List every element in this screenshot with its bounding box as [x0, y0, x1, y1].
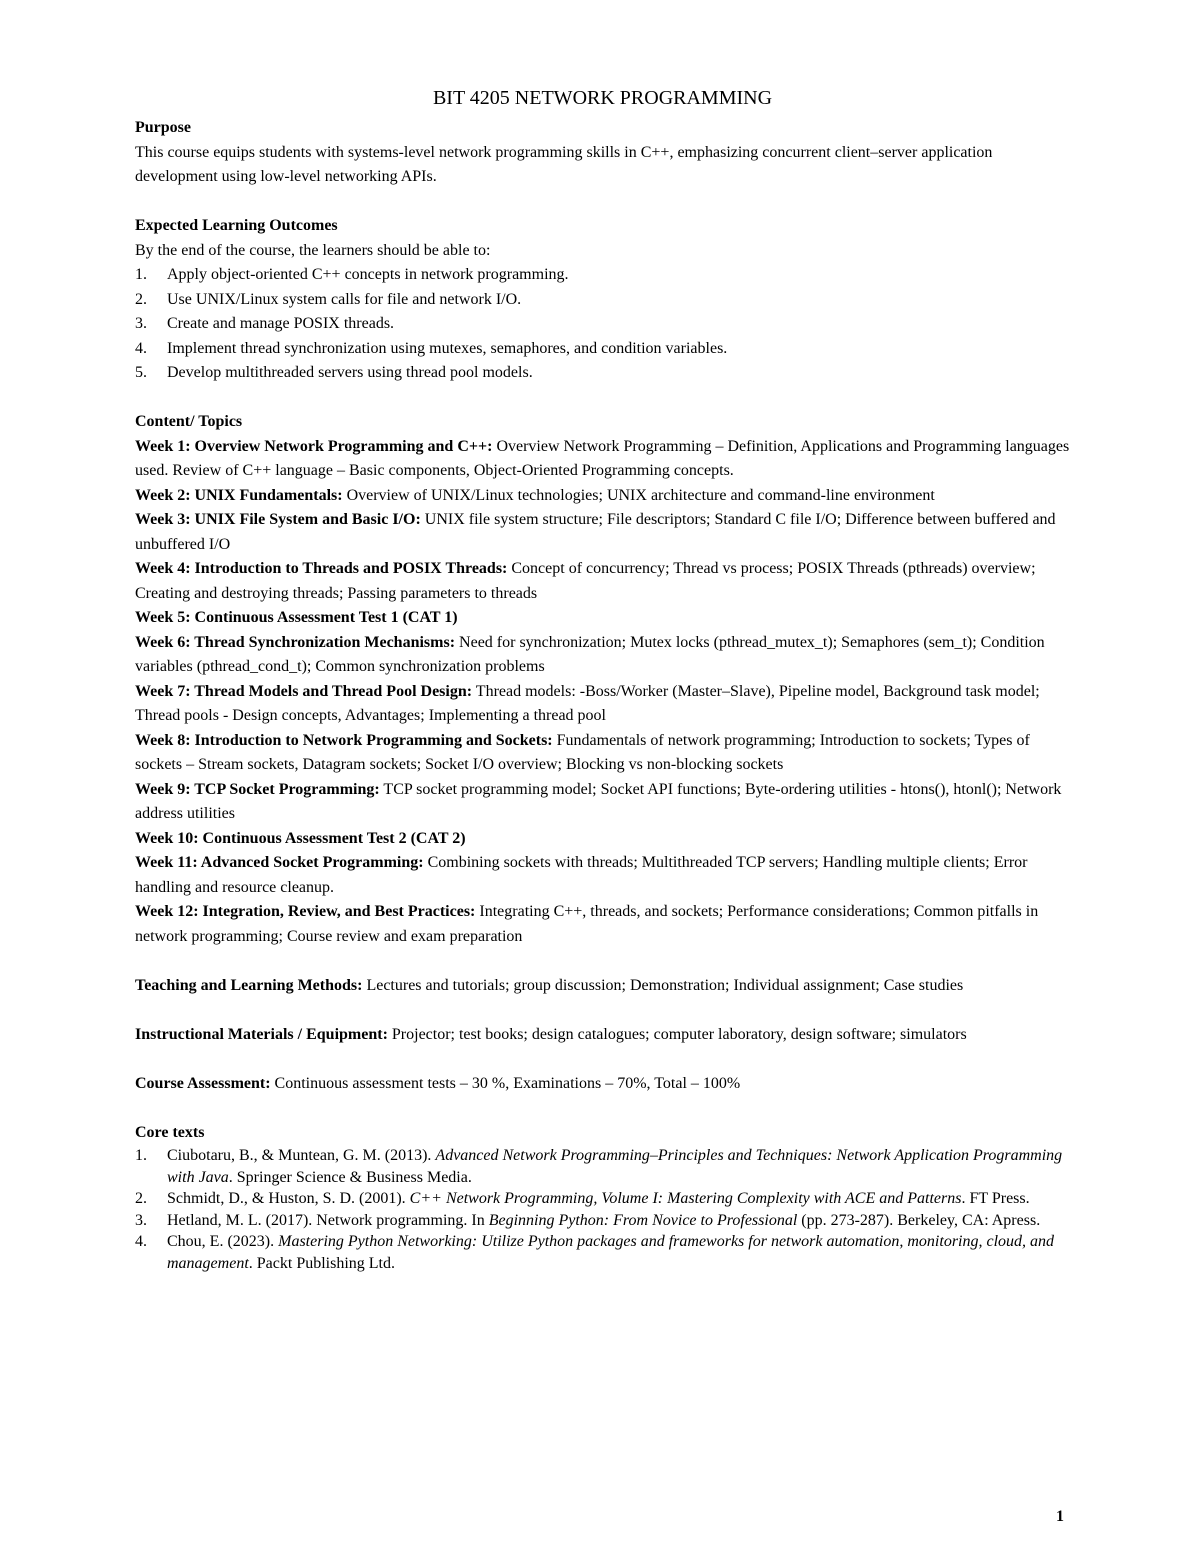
week-8 [135, 729, 1070, 778]
reference-authors: Schmidt, D., & Huston, S. D. (2001). [167, 1190, 410, 1207]
week-label: Week 8: Introduction to Network Programming and Sockets: [135, 731, 553, 749]
teaching-methods [135, 974, 1070, 999]
reference-title: Beginning Python: From Novice to Professional [488, 1211, 798, 1229]
week-4 [135, 557, 1070, 606]
list-number: 1. [135, 266, 147, 283]
list-number: 2. [135, 290, 147, 308]
reference-publisher: (pp. 273-287). Berkeley, CA: Apress. [797, 1211, 1041, 1229]
teaching-text: Lectures and tutorials; group discussion; Demonstration; Individual assignment; Case studies [362, 976, 964, 994]
week-text: Integrating C++, threads, and sockets; Performance considerations; Common pitfalls in network programming; Course review and exam preparation [135, 903, 1039, 945]
reference-title: C++ Network Programming, Volume I: Mastering Complexity with ACE and Patterns [409, 1190, 962, 1207]
week-text: TCP socket programming model; Socket API functions; Byte-ordering utilities - htons(), htonl(); Network address utilities [135, 780, 1062, 822]
reference-item [135, 1210, 1070, 1232]
week-text: Overview Network Programming – Definition, Applications and Programming languages used. Review of C++ language – Basic components, Object-Oriented Programming concepts. [135, 437, 1070, 479]
list-number: 5. [135, 364, 147, 381]
week-12 [135, 900, 1070, 949]
week-3 [135, 508, 1070, 557]
instructional-materials [135, 1023, 1070, 1048]
week-6 [135, 631, 1070, 680]
list-number: 4. [135, 339, 147, 357]
list-item [135, 337, 1070, 362]
assessment-label: Course Assessment: [135, 1074, 271, 1092]
week-text: UNIX file system structure; File descriptors; Standard C file I/O; Difference between buffered and unbuffered I/O [135, 511, 1056, 553]
course-assessment [135, 1072, 1070, 1097]
week-text: Combining sockets with threads; Multithreaded TCP servers; Handling multiple clients; Error handling and resource cleanup. [135, 854, 1028, 896]
reference-item [135, 1145, 1070, 1188]
list-text: Use UNIX/Linux system calls for file and network I/O. [167, 290, 522, 308]
week-label: Week 1: Overview Network Programming and C++: [135, 437, 493, 455]
reference-publisher: . Packt Publishing Ltd. [248, 1254, 395, 1272]
core-texts-section [135, 1121, 1070, 1275]
outcomes-heading: Expected Learning Outcomes [135, 217, 338, 234]
list-item [135, 361, 1070, 386]
list-item [135, 288, 1070, 313]
week-5 [135, 606, 1070, 631]
reference-number: 2. [135, 1190, 147, 1207]
week-label: Week 5: Continuous Assessment Test 1 (CAT 1) [135, 609, 458, 626]
reference-number: 3. [135, 1211, 147, 1229]
purpose-text: This course equips students with systems-level network programming skills in C++, emphasizing concurrent client–server application development using low-level networking APIs. [135, 143, 993, 185]
list-item [135, 312, 1070, 337]
reference-authors: Hetland, M. L. (2017). Network programming. In [167, 1211, 489, 1229]
reference-number: 1. [135, 1147, 147, 1164]
reference-title: Mastering Python Networking: Utilize Python packages and frameworks for network automation, monitoring, cloud, and management [167, 1233, 1055, 1272]
document-content [135, 84, 1070, 1274]
week-label: Week 6: Thread Synchronization Mechanisms: [135, 633, 456, 651]
list-text: Implement thread synchronization using mutexes, semaphores, and condition variables. [167, 339, 728, 357]
list-number: 3. [135, 315, 147, 332]
week-label: Week 9: TCP Socket Programming: [135, 780, 380, 798]
week-text: Need for synchronization; Mutex locks (pthread_mutex_t); Semaphores (sem_t); Condition variables (pthread_cond_t); Common synchronization problems [135, 633, 1045, 675]
week-label: Week 3: UNIX File System and Basic I/O: [135, 511, 421, 528]
reference-item [135, 1231, 1070, 1274]
reference-item [135, 1188, 1070, 1210]
week-9 [135, 778, 1070, 827]
list-item [135, 263, 1070, 288]
outcomes-section [135, 214, 1070, 386]
assessment-text: Continuous assessment tests – 30 %, Examinations – 70%, Total – 100% [270, 1074, 741, 1092]
outcomes-intro: By the end of the course, the learners should be able to: [135, 241, 491, 259]
reference-authors: Chou, E. (2023). [167, 1233, 279, 1250]
list-text: Create and manage POSIX threads. [167, 315, 395, 332]
week-label: Week 11: Advanced Socket Programming: [135, 854, 424, 871]
purpose-section [135, 116, 1070, 190]
topics-heading: Content/ Topics [135, 413, 243, 430]
outcomes-list [135, 263, 1070, 386]
document-title: BIT 4205 NETWORK PROGRAMMING [432, 87, 773, 109]
topics-section [135, 410, 1070, 949]
reference-number: 4. [135, 1233, 147, 1250]
week-10 [135, 827, 1070, 852]
materials-label: Instructional Materials / Equipment: [135, 1025, 388, 1043]
page-number: 1 [1056, 1508, 1064, 1525]
teaching-label: Teaching and Learning Methods: [135, 976, 363, 994]
week-label: Week 7: Thread Models and Thread Pool Design: [135, 682, 473, 700]
core-texts-list [135, 1145, 1070, 1274]
week-text: Fundamentals of network programming; Introduction to sockets; Types of sockets – Stream sockets, Datagram sockets; Socket I/O overview; Blocking vs non-blocking sockets [135, 731, 1030, 773]
reference-authors: Ciubotaru, B., & Muntean, G. M. (2013). [167, 1147, 436, 1164]
week-label: Week 2: UNIX Fundamentals: [135, 486, 343, 504]
week-label: Week 4: Introduction to Threads and POSIX Threads: [135, 560, 508, 577]
week-7 [135, 680, 1070, 729]
materials-text: Projector; test books; design catalogues; computer laboratory, design software; simulators [387, 1025, 967, 1043]
list-text: Apply object-oriented C++ concepts in network programming. [167, 266, 569, 283]
list-text: Develop multithreaded servers using thread pool models. [167, 364, 533, 381]
core-texts-heading: Core texts [135, 1123, 205, 1141]
reference-publisher: . Springer Science & Business Media. [228, 1168, 472, 1186]
reference-title: Advanced Network Programming–Principles and Techniques: Network Application Programming with Java [167, 1147, 1063, 1186]
week-label: Week 12: Integration, Review, and Best Practices: [135, 903, 476, 920]
week-text: Concept of concurrency; Thread vs process; POSIX Threads (pthreads) overview; Creating and destroying threads; Passing parameters to threads [135, 560, 1036, 602]
week-2 [135, 484, 1070, 509]
purpose-heading: Purpose [135, 119, 191, 136]
week-11 [135, 851, 1070, 900]
week-text: Overview of UNIX/Linux technologies; UNIX architecture and command-line environment [342, 486, 935, 504]
week-text: Thread models: -Boss/Worker (Master–Slave), Pipeline model, Background task model; Thread pools - Design concepts, Advantages; Implementing a thread pool [135, 682, 1040, 724]
reference-publisher: . FT Press. [961, 1190, 1030, 1207]
week-label: Week 10: Continuous Assessment Test 2 (CAT 2) [135, 829, 466, 847]
week-1 [135, 435, 1070, 484]
